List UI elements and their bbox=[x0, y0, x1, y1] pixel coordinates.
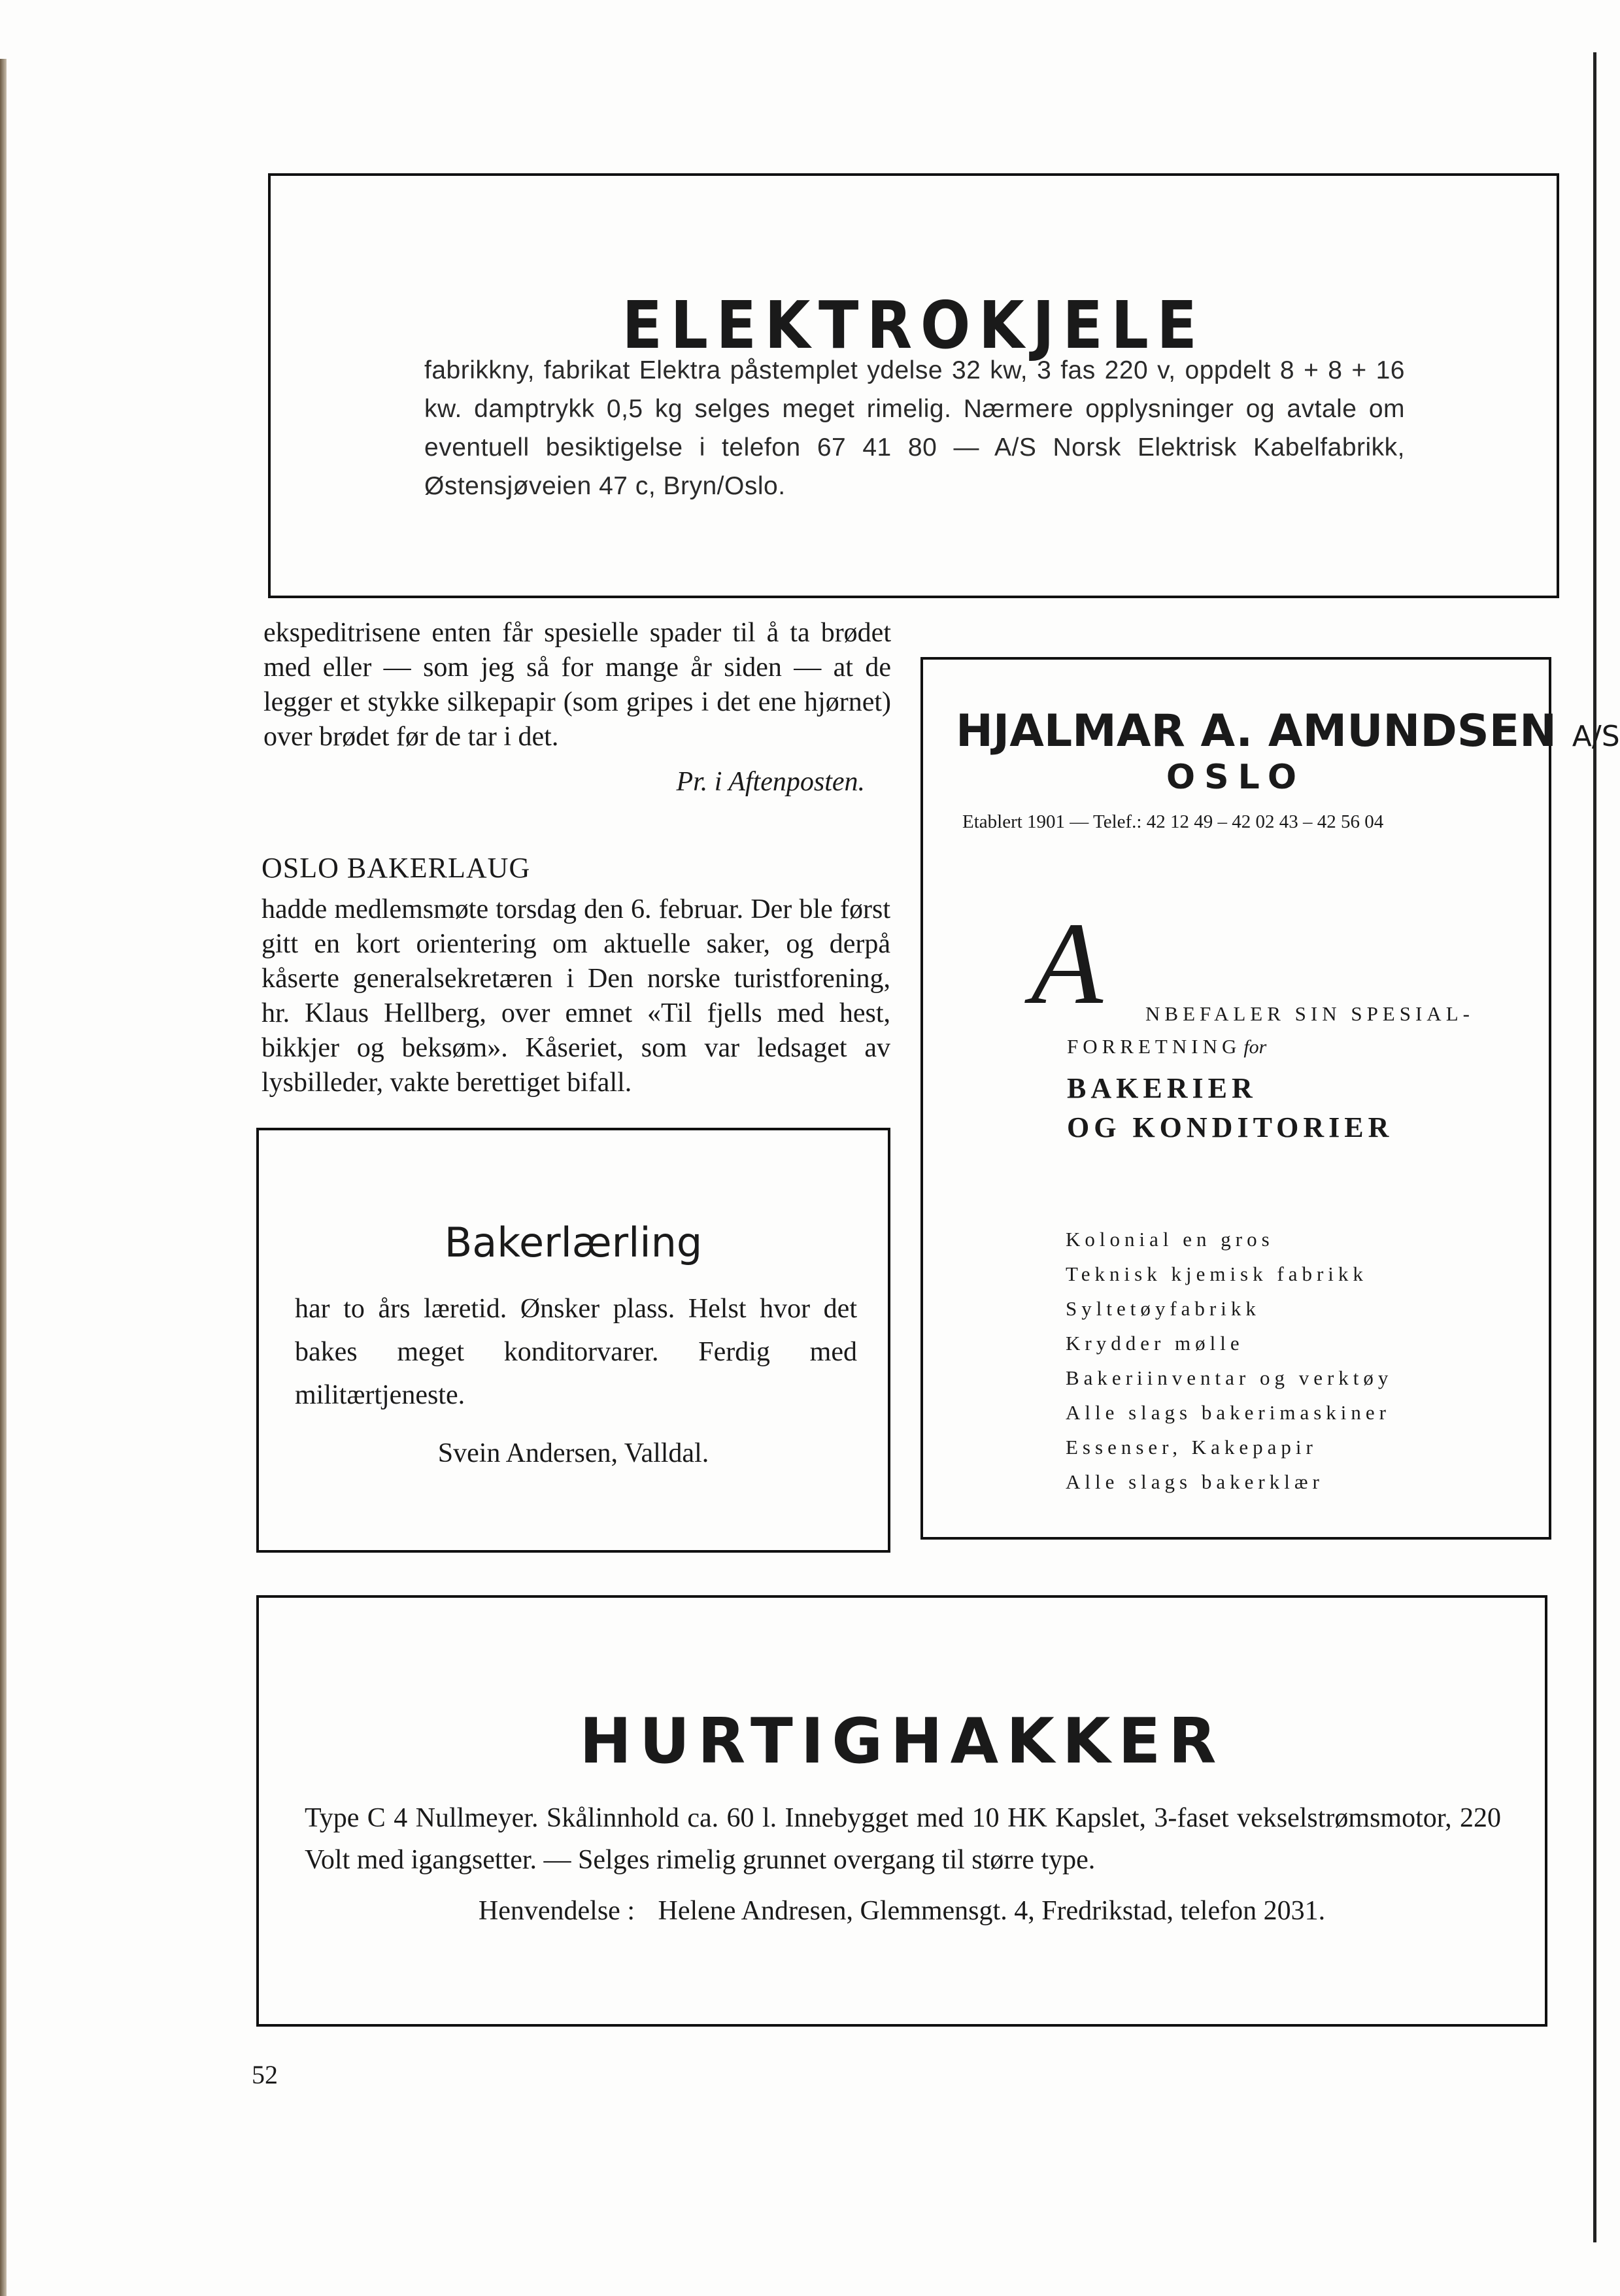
amundsen-established: Etablert 1901 — Telef.: 42 12 49 – 42 02 43 – 42 56 04 bbox=[962, 811, 1384, 832]
hurtighakker-body: Type C 4 Nullmeyer. Skålinnhold ca. 60 l. Innebygget med 10 HK Kapslet, 3-faset vekselstrømsmotor, 220 Volt med igangsetter. — Selges rimelig grunnet overgang til større type. bbox=[305, 1803, 1501, 1875]
amundsen-city: OSLO bbox=[1166, 758, 1306, 797]
page-binding-edge bbox=[0, 59, 7, 2296]
amundsen-specialty2: OG KONDITORIER bbox=[1067, 1111, 1394, 1143]
amundsen-recommend-text: FORRETNING bbox=[1067, 1035, 1241, 1058]
service-item: Bakeriinventar og verktøy bbox=[1066, 1366, 1393, 1389]
service-item: Krydder mølle bbox=[1066, 1332, 1244, 1355]
amundsen-recommend-for: for bbox=[1243, 1036, 1267, 1058]
hurtighakker-contact-text: Helene Andresen, Glemmensgt. 4, Fredrikstad, telefon 2031. bbox=[658, 1896, 1326, 1926]
hurtighakker-contact bbox=[259, 1895, 1545, 1927]
amundsen-suffix: A/S bbox=[1572, 720, 1620, 753]
bakerlaerling-signature: Svein Andersen, Valldal. bbox=[437, 1438, 709, 1468]
article-continuation: ekspeditrisene enten får spesielle spader til å ta brødet med eller — som jeg så for mange år siden — at de legger et stykke silkepapir (som gripes i det ene hjørnet) over brødet før de tar i det. bbox=[263, 618, 891, 752]
amundsen-name-text: HJALMAR A. AMUNDSEN bbox=[956, 705, 1557, 757]
article-source bbox=[263, 766, 865, 798]
amundsen-service-list bbox=[1066, 1222, 1392, 1499]
hurtighakker-contact-label: Henvendelse : bbox=[478, 1896, 635, 1926]
amundsen-recommend-line2 bbox=[1067, 1029, 1266, 1064]
service-item: Alle slags bakerimaskiner bbox=[1066, 1401, 1391, 1424]
elektrokjele-ad bbox=[268, 173, 1559, 598]
amundsen-recommend-line1: NBEFALER SIN SPESIAL- bbox=[1145, 1002, 1474, 1025]
elektrokjele-body: fabrikkny, fabrikat Elektra påstemplet ydelse 32 kw, 3 fas 220 v, oppdelt 8 + 8 + 16 kw. damptrykk 0,5 kg selges meget rimelig. Nærmere opplysninger og avtale om eventuell besiktigelse i telefon 67 41 80 — A/S Norsk Elektrisk Kabelfabrikk, Østensjøveien 47 c, Bryn/Oslo. bbox=[424, 356, 1405, 500]
amundsen-ad bbox=[920, 657, 1620, 1540]
amundsen-initial: A bbox=[1031, 898, 1103, 1028]
page-right-edge bbox=[1593, 52, 1596, 2242]
hurtighakker-ad bbox=[256, 1595, 1547, 2027]
hurtighakker-title: HURTIGHAKKER bbox=[579, 1706, 1224, 1778]
amundsen-specialty1: BAKERIER bbox=[1067, 1072, 1257, 1104]
service-item: Alle slags bakerklær bbox=[1066, 1470, 1324, 1493]
service-item: Kolonial en gros bbox=[1066, 1228, 1274, 1251]
bakerlaerling-body: har to års læretid. Ønsker plass. Helst hvor det bakes meget konditorvarer. Ferdig med militærtjeneste. bbox=[295, 1294, 857, 1410]
bakerlaerling-title: Bakerlærling bbox=[444, 1219, 703, 1266]
service-item: Syltetøyfabrikk bbox=[1066, 1297, 1260, 1320]
service-item: Essenser, Kakepapir bbox=[1066, 1436, 1317, 1459]
article-heading: OSLO BAKERLAUG bbox=[262, 852, 531, 884]
amundsen-name bbox=[956, 705, 1620, 757]
bakerlaerling-ad bbox=[256, 1128, 890, 1553]
article-source-text: Pr. i Aftenposten. bbox=[676, 767, 865, 797]
elektrokjele-title: ELEKTROKJELE bbox=[622, 287, 1206, 363]
service-item: Teknisk kjemisk fabrikk bbox=[1066, 1262, 1368, 1285]
article-body: hadde medlemsmøte torsdag den 6. februar. Der ble først gitt en kort orientering om aktuelle saker, og derpå kåserte generalsekretæren i Den norske turistforening, hr. Klaus Hellberg, over emnet «Til fjells med hest, bikkjer og beksøm». Kåseriet, som var ledsaget av lysbilleder, vakte berettiget bifall. bbox=[262, 894, 890, 1098]
page-number: 52 bbox=[252, 2060, 278, 2089]
